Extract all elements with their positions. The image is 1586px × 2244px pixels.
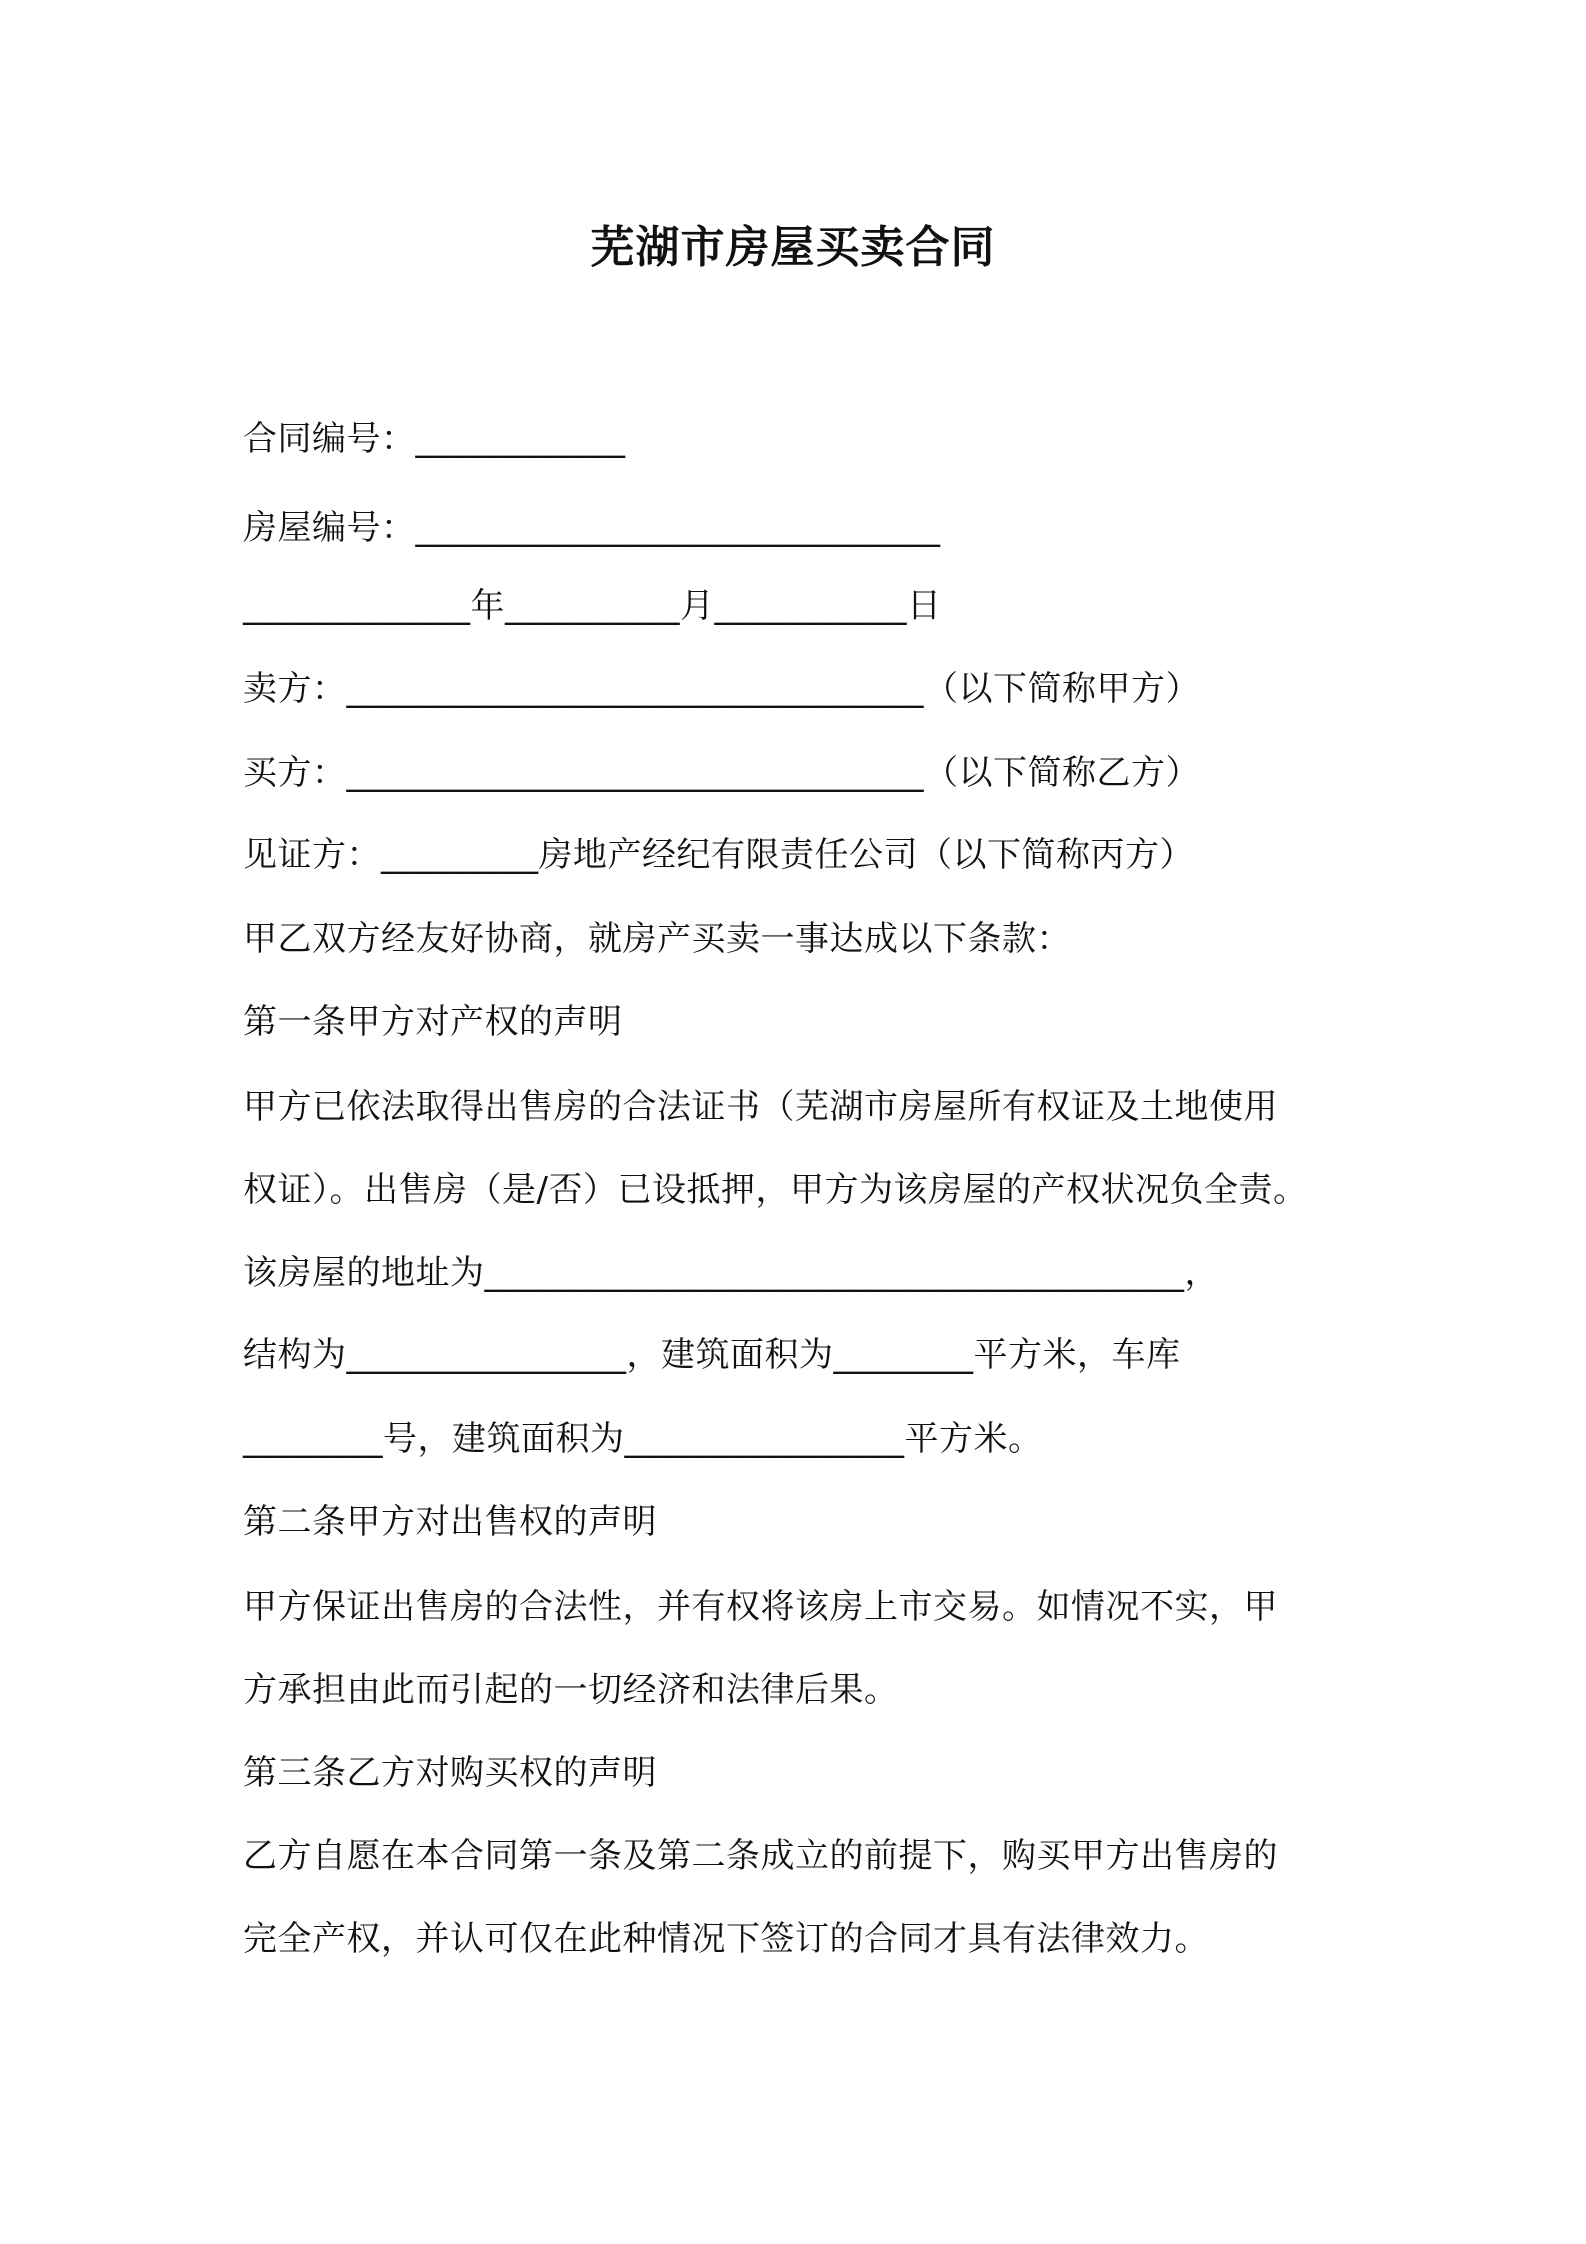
article-3-heading: 第三条乙方对购买权的声明 [243, 1753, 657, 1793]
document-title: 芜湖市房屋买卖合同 [590, 222, 996, 273]
article-3-text-line: 乙方自愿在本合同第一条及第二条成立的前提下，购买甲方出售房的 [243, 1836, 1278, 1876]
article-2-heading: 第二条甲方对出售权的声明 [243, 1502, 657, 1542]
structure-line: 结构为________________，建筑面积为________平方米，车库 [243, 1335, 1181, 1375]
address-line: 该房屋的地址为________________________________________， [243, 1253, 1219, 1293]
article-2-text-line: 甲方保证出售房的合法性，并有权将该房上市交易。如情况不实，甲 [243, 1587, 1278, 1627]
contract-number-line: 合同编号：____________ [243, 419, 626, 459]
buyer-line: 买方：_________________________________（以下简称乙方） [243, 753, 1200, 793]
preamble-line: 甲乙双方经友好协商，就房产买卖一事达成以下条款： [243, 919, 1071, 959]
seller-line: 卖方：_________________________________（以下简称甲方） [243, 669, 1200, 709]
article-3-text-line: 完全产权，并认可仅在此种情况下签订的合同才具有法律效力。 [243, 1919, 1209, 1959]
date-line: _____________年__________月___________日 [243, 586, 942, 626]
article-2-text-line: 方承担由此而引起的一切经济和法律后果。 [243, 1670, 899, 1710]
house-number-line: 房屋编号：______________________________ [243, 508, 941, 548]
garage-line: ________号，建筑面积为________________平方米。 [243, 1419, 1043, 1459]
article-1-heading: 第一条甲方对产权的声明 [243, 1002, 623, 1042]
witness-line: 见证方：_________房地产经纪有限责任公司（以下简称丙方） [243, 835, 1194, 875]
article-1-text-line: 甲方已依法取得出售房的合法证书（芜湖市房屋所有权证及土地使用 [243, 1087, 1278, 1127]
article-1-text-line: 权证）。出售房（是/否）已设抵押，甲方为该房屋的产权状况负全责。 [243, 1170, 1308, 1210]
